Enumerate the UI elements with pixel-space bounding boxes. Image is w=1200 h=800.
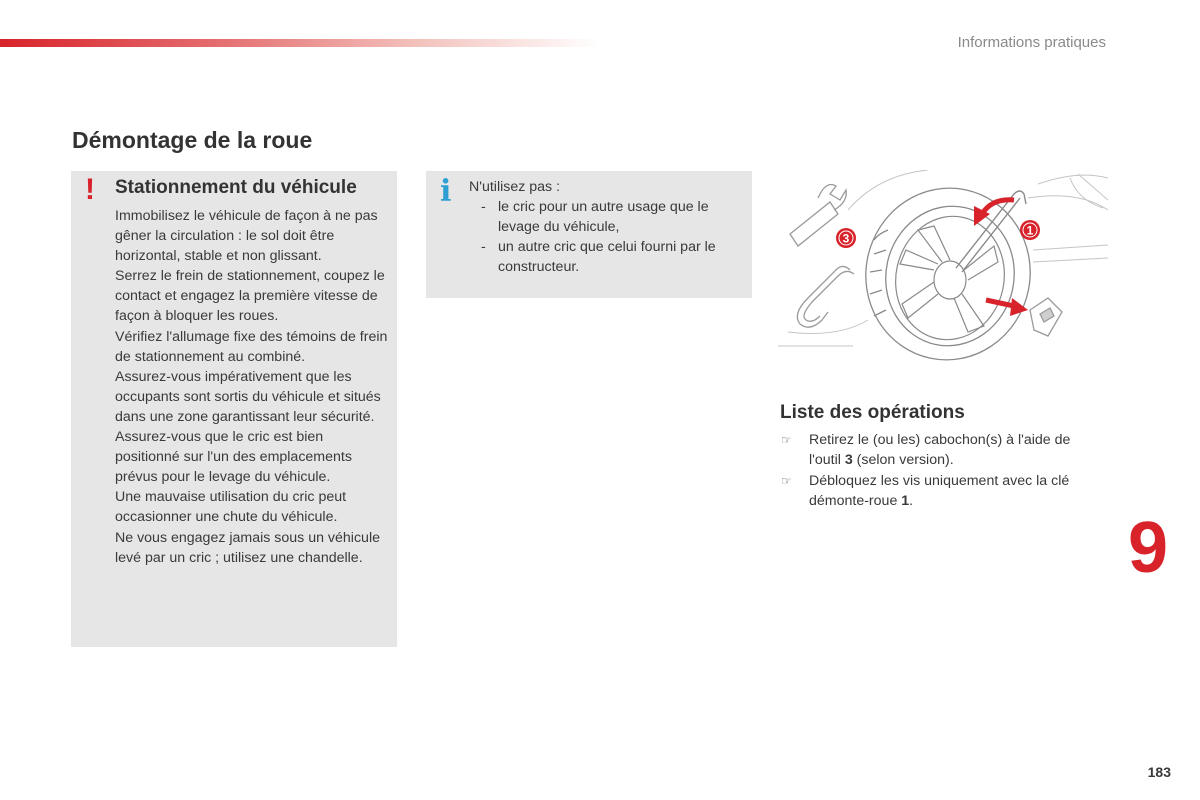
chapter-number: 9 [1128,508,1169,588]
callout-3-label: 3 [842,231,850,246]
info-icon: i [440,174,452,209]
pointing-hand-icon: ☞ [781,433,792,447]
pointing-hand-icon: ☞ [781,473,792,488]
info-intro: N'utilisez pas : [469,179,561,195]
hook-tool-icon [797,266,854,327]
info-list-item [469,237,744,277]
section-header: Informations pratiques [957,34,1106,51]
warning-text [115,206,391,568]
warning-paragraph: Serrez le frein de stationnement, coupez le contact et engagez la première vitesse de façon à bloquer les roues. [115,268,385,325]
operations-list [780,430,1098,511]
operations-item [780,430,1098,471]
car-body-outline [778,170,1108,346]
header-accent-bar [0,39,600,47]
operations-item-text: . [909,492,914,509]
info-box [426,171,752,298]
operations-item-text: (selon version). [852,452,954,469]
tool-reference: 1 [901,492,910,509]
warning-paragraph: Assurez-vous que le cric est bien positionné sur l'un des emplacements prévus pour le levage du véhicule. [115,429,352,486]
dash-bullet: - [481,199,486,215]
tool-reference: 3 [844,452,853,469]
warning-title: Stationnement du véhicule [115,177,357,198]
operations-item [780,471,1098,512]
info-list-item [469,197,744,237]
page-number: 183 [1147,764,1171,780]
warning-paragraph: Vérifiez l'allumage fixe des témoins de frein de stationnement au combiné. [115,328,388,365]
callout-1 [1020,220,1040,240]
callout-3 [836,228,856,248]
dash-bullet: - [481,239,486,255]
warning-paragraph: Ne vous engagez jamais sous un véhicule levé par un cric ; utilisez une chandelle. [115,529,380,566]
info-list [469,197,744,277]
callout-1-label: 1 [1026,223,1034,238]
warning-paragraph: Assurez-vous impérativement que les occupants sont sortis du véhicule et situés dans une zone garantissant leur sécurité. [115,368,381,425]
operations-item-text: Retirez le (ou les) cabochon(s) à l'aide de l'outil [809,432,1071,469]
page-title: Démontage de la roue [72,127,313,153]
exclamation-icon: ! [85,173,95,206]
info-item-text: le cric pour un autre usage que le levage du véhicule, [498,199,709,235]
wheel-removal-illustration [778,170,1108,362]
warning-paragraph: Une mauvaise utilisation du cric peut occasionner une chute du véhicule. [115,489,347,526]
warning-paragraph: Immobilisez le véhicule de façon à ne pas gêner la circulation : le sol doit être horizontal, stable et non glissant. [115,208,378,265]
hubcap-cabochon-icon [1030,298,1062,336]
operations-item-text: Débloquez les vis uniquement avec la clé démonte-roue [809,472,1070,509]
warning-box [71,171,397,647]
info-item-text: un autre cric que celui fourni par le constructeur. [498,239,716,275]
operations-title: Liste des opérations [780,402,965,423]
